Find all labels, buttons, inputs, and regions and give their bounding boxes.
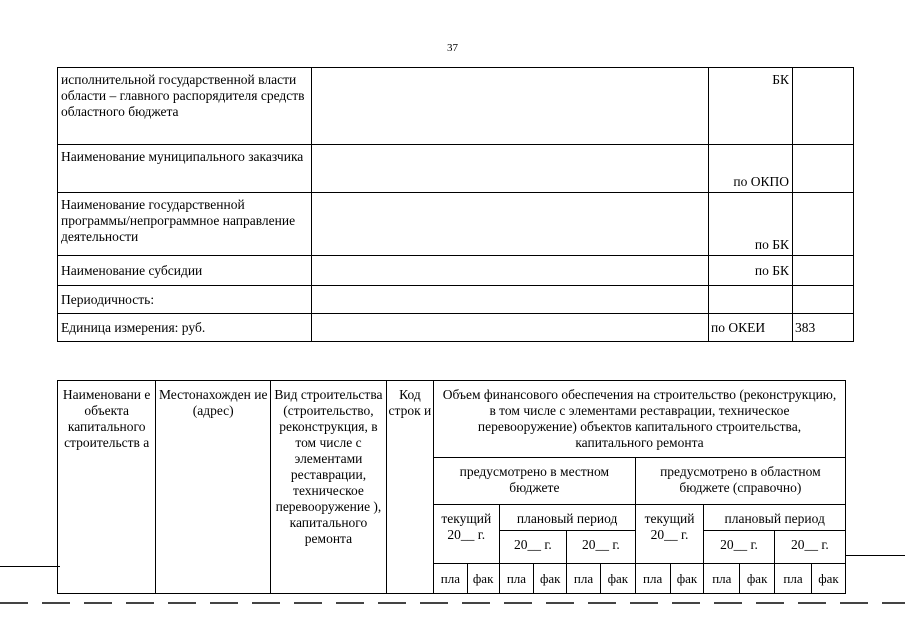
plan-cell: пла xyxy=(635,564,670,594)
value-cell xyxy=(312,145,709,193)
value-cell xyxy=(312,193,709,256)
header-row-authority xyxy=(58,68,854,145)
current-label: текущий xyxy=(441,511,492,526)
regional-budget-header: предусмотрено в областном бюджете (справочно) xyxy=(635,458,845,505)
header-row-program xyxy=(58,193,854,256)
code-value: 383 xyxy=(793,314,854,342)
local-budget-header: предусмотрено в местном бюджете xyxy=(433,458,635,505)
row-label: Периодичность: xyxy=(58,286,312,314)
code-value xyxy=(793,286,854,314)
value-cell xyxy=(312,314,709,342)
col-construction-type: Вид строительства (строительство, реконструкция, в том числе с элементами реставрации, техническое перевооружение ), капитального ремонта xyxy=(271,381,387,594)
code-value xyxy=(793,68,854,145)
value-cell xyxy=(312,68,709,145)
plan-cell: пла xyxy=(567,564,601,594)
row-label: Наименование муниципального заказчика xyxy=(58,145,312,193)
planned-period-label: плановый период xyxy=(500,505,635,531)
code-value xyxy=(793,145,854,193)
page-number: 37 xyxy=(447,42,458,54)
current-label: текущий xyxy=(644,511,695,526)
code-label xyxy=(709,286,793,314)
row-label: Единица измерения: руб. xyxy=(58,314,312,342)
row-label: Наименование государственной программы/непрограммное направление деятельности xyxy=(58,193,312,256)
funding-table xyxy=(57,380,846,594)
current-year: 20__ г. xyxy=(447,527,486,542)
code-label: по БК xyxy=(709,193,793,256)
row-label: Наименование субсидии xyxy=(58,256,312,286)
col-location: Местонахожден ие (адрес) xyxy=(156,381,271,594)
fact-cell: фак xyxy=(467,564,499,594)
local-planned-period xyxy=(499,505,635,564)
fact-cell: фак xyxy=(670,564,704,594)
scan-line xyxy=(0,566,60,567)
scan-line xyxy=(846,555,905,556)
col-object-name: Наименовани е объекта капитального строительств а xyxy=(58,381,156,594)
planned-year-1: 20__ г. xyxy=(500,531,568,563)
planned-period-label: плановый период xyxy=(704,505,845,531)
fact-cell: фак xyxy=(811,564,845,594)
header-row-unit xyxy=(58,314,854,342)
code-label: БК xyxy=(709,68,793,145)
scan-dashed-line xyxy=(0,602,905,604)
plan-cell: пла xyxy=(775,564,812,594)
planned-year-2: 20__ г. xyxy=(582,537,620,552)
col-line-code: Код строк и xyxy=(386,381,433,594)
row-label: исполнительной государственной власти области – главного распорядителя средств областного бюджета xyxy=(58,68,312,145)
code-value xyxy=(793,193,854,256)
header-row-periodicity xyxy=(58,286,854,314)
plan-cell: пла xyxy=(499,564,534,594)
header-info-table xyxy=(57,67,854,342)
planned-year-2: 20__ г. xyxy=(790,537,829,552)
plan-cell: пла xyxy=(433,564,467,594)
header-row-customer xyxy=(58,145,854,193)
funding-header: Объем финансового обеспечения на строительство (реконструкцию, в том числе с элементами реставрации, техническое перевооружение) объектов капитального строительства, капитального ремонта xyxy=(433,381,845,458)
value-cell xyxy=(312,286,709,314)
header-row-subsidy xyxy=(58,256,854,286)
value-cell xyxy=(312,256,709,286)
fact-cell: фак xyxy=(740,564,775,594)
current-year: 20__ г. xyxy=(650,527,689,542)
regional-current-year xyxy=(635,505,704,564)
code-label: по БК xyxy=(709,256,793,286)
fact-cell: фак xyxy=(600,564,635,594)
code-label: по ОКЕИ xyxy=(709,314,793,342)
code-label: по ОКПО xyxy=(709,145,793,193)
local-current-year xyxy=(433,505,499,564)
fact-cell: фак xyxy=(534,564,567,594)
plan-cell: пла xyxy=(704,564,740,594)
regional-planned-period xyxy=(704,505,846,564)
planned-year-1: 20__ г. xyxy=(704,531,774,563)
code-value xyxy=(793,256,854,286)
